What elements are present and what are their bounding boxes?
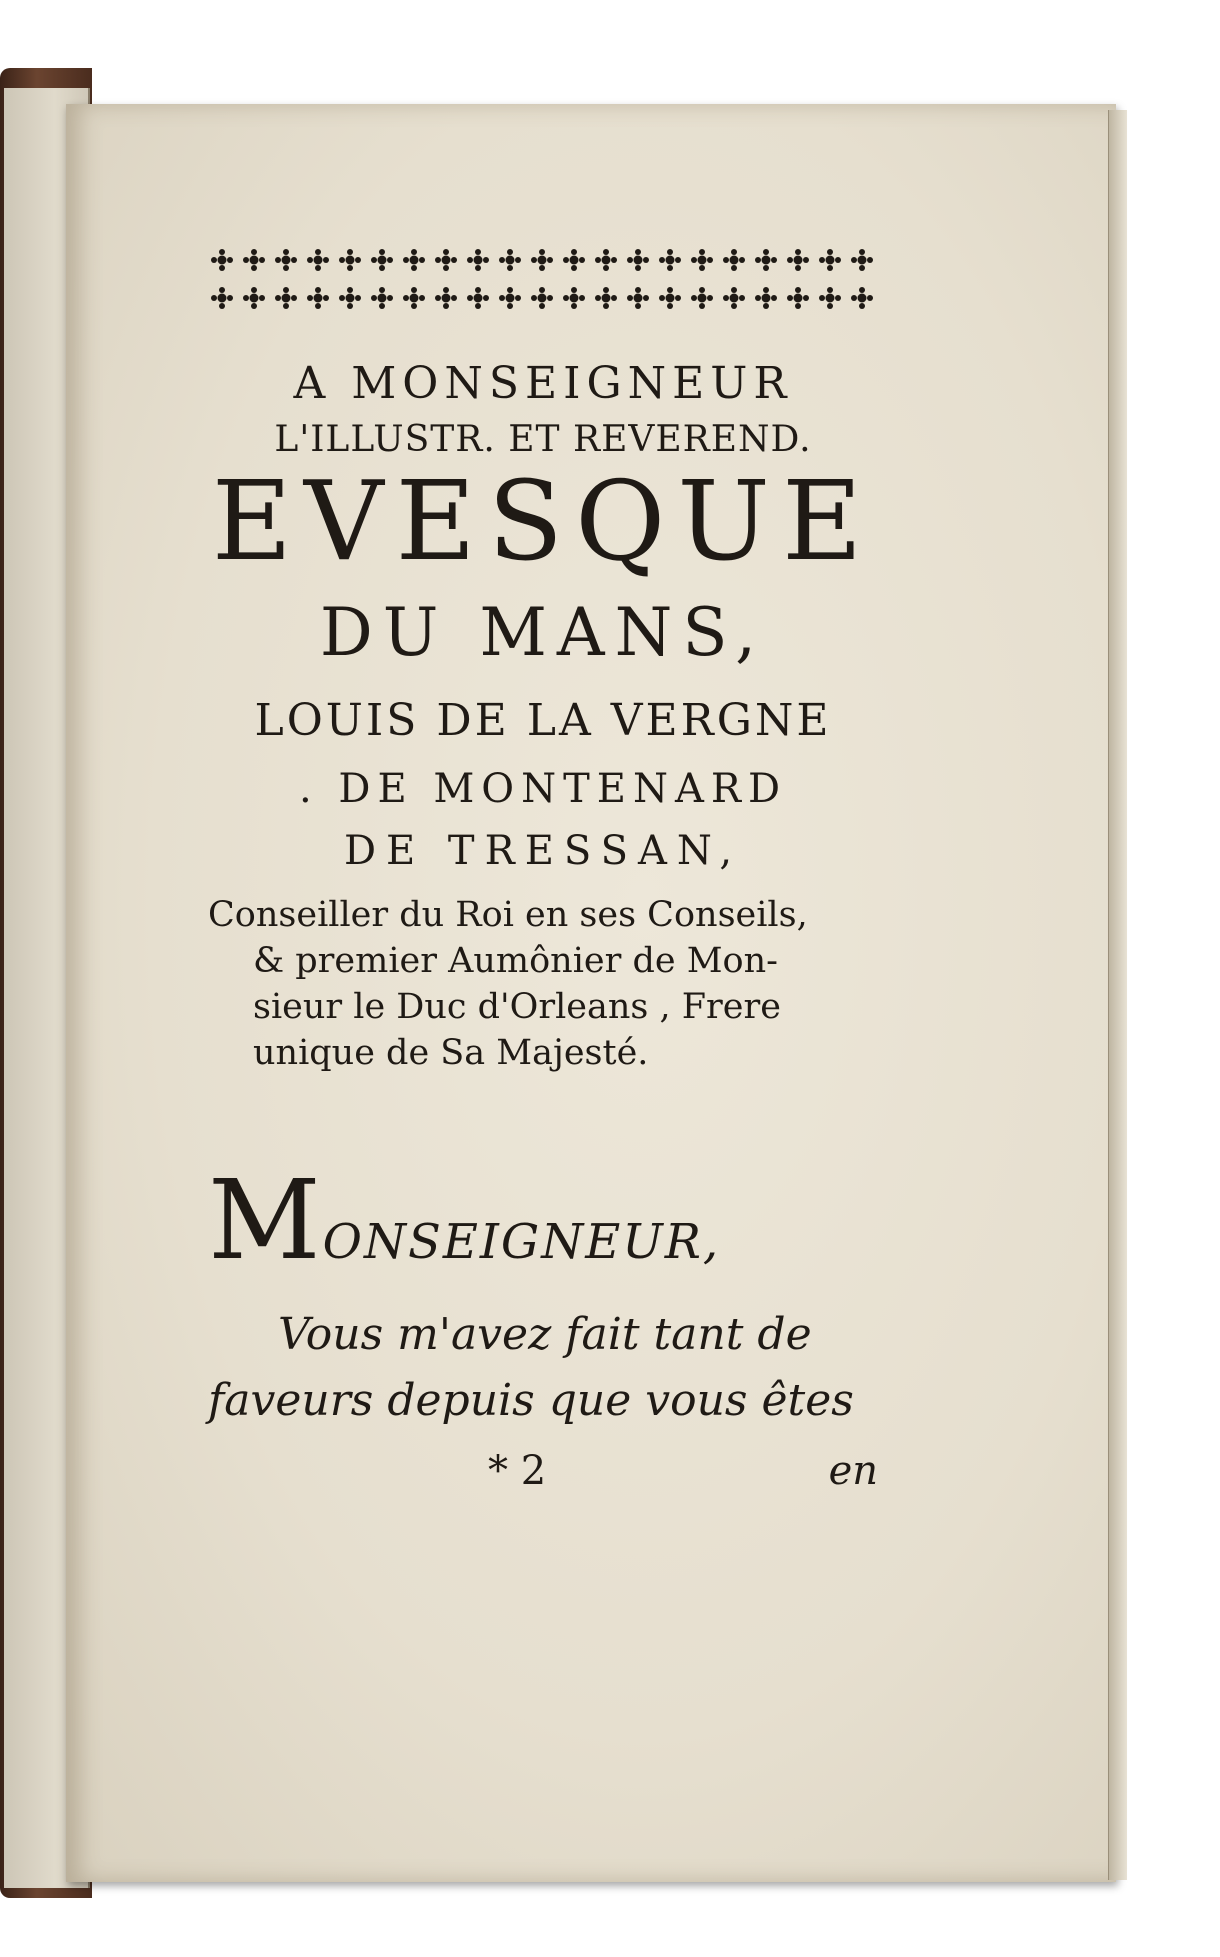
titles-paragraph xyxy=(208,892,878,1076)
fleuron-icon xyxy=(307,287,329,309)
fleuron-icon xyxy=(403,287,425,309)
fleuron-icon xyxy=(723,249,745,271)
fleuron-icon xyxy=(243,249,265,271)
fleuron-icon xyxy=(275,287,297,309)
dedication-line-5: LOUIS DE LA VERGNE xyxy=(254,694,832,746)
fleuron-icon xyxy=(403,249,425,271)
fleuron-icon xyxy=(723,287,745,309)
catchword: en xyxy=(828,1447,878,1494)
dedication-line-1: A MONSEIGNEUR xyxy=(293,358,793,409)
fleuron-icon xyxy=(851,287,873,309)
text-line: sieur le Duc d'Orleans , Frere xyxy=(253,986,781,1027)
salutation-initial: M xyxy=(208,1155,323,1284)
dedication-line-4: DU MANS, xyxy=(319,593,767,671)
fleuron-icon xyxy=(755,249,777,271)
text-line: unique de Sa Majesté. xyxy=(253,1032,649,1073)
fleuron-icon xyxy=(851,249,873,271)
fleuron-icon xyxy=(371,249,393,271)
fleuron-icon xyxy=(691,249,713,271)
right-page-edge xyxy=(1108,110,1127,1880)
fleuron-icon xyxy=(659,249,681,271)
page-content xyxy=(208,240,878,1504)
page-footer xyxy=(208,1438,878,1504)
fleuron-icon xyxy=(787,287,809,309)
fleuron-icon xyxy=(531,287,553,309)
dedication-line-7: DE TRESSAN, xyxy=(343,827,743,874)
salutation-rest: ONSEIGNEUR, xyxy=(322,1213,721,1270)
fleuron-icon xyxy=(563,249,585,271)
text-line: & premier Aumônier de Mon- xyxy=(253,940,778,981)
fleuron-icon xyxy=(499,249,521,271)
salutation xyxy=(208,1156,878,1284)
text-line: faveurs depuis que vous êtes xyxy=(208,1374,854,1426)
fleuron-icon xyxy=(211,287,233,309)
fleuron-icon xyxy=(275,249,297,271)
fleuron-icon xyxy=(339,287,361,309)
fleuron-icon xyxy=(211,249,233,271)
fleuron-icon xyxy=(595,249,617,271)
fleuron-icon xyxy=(467,249,489,271)
fleuron-icon xyxy=(627,287,649,309)
fleuron-icon xyxy=(243,287,265,309)
dedication-line-6: . DE MONTENARD xyxy=(298,765,788,812)
fleuron-icon xyxy=(787,249,809,271)
fleuron-icon xyxy=(627,249,649,271)
fleuron-ornament-band xyxy=(208,240,878,320)
fleuron-icon xyxy=(755,287,777,309)
fleuron-icon xyxy=(819,287,841,309)
fleuron-icon xyxy=(531,249,553,271)
fleuron-icon xyxy=(307,249,329,271)
letter-text xyxy=(208,1302,878,1504)
fleuron-icon xyxy=(435,287,457,309)
dedication-line-2: L'ILLUSTR. ET REVEREND. xyxy=(274,419,812,460)
fleuron-icon xyxy=(819,249,841,271)
fleuron-icon xyxy=(435,249,457,271)
signature-mark: * 2 xyxy=(488,1447,547,1494)
fleuron-icon xyxy=(339,249,361,271)
dedication-title: EVESQUE xyxy=(211,457,875,585)
fleuron-icon xyxy=(595,287,617,309)
text-line: Conseiller du Roi en ses Conseils, xyxy=(208,894,808,935)
text-line: Vous m'avez fait tant de xyxy=(278,1308,812,1360)
fleuron-icon xyxy=(659,287,681,309)
fleuron-icon xyxy=(371,287,393,309)
fleuron-icon xyxy=(691,287,713,309)
fleuron-icon xyxy=(499,287,521,309)
fleuron-icon xyxy=(563,287,585,309)
fleuron-icon xyxy=(467,287,489,309)
